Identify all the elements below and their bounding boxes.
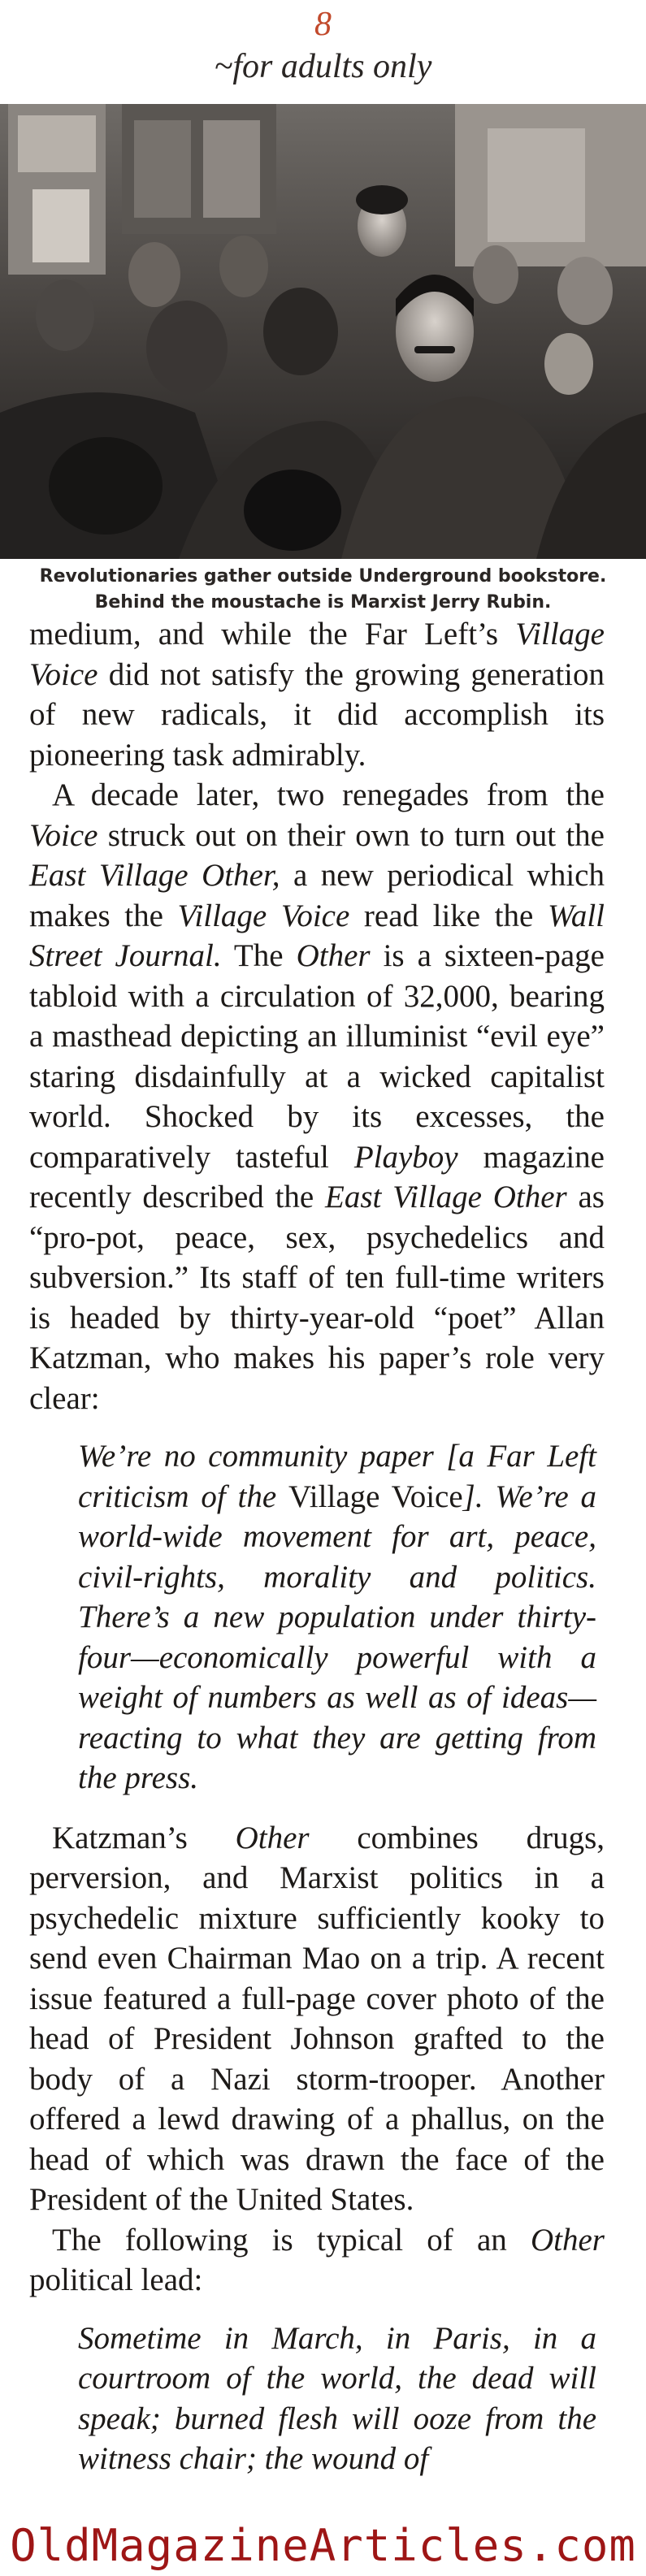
article-body xyxy=(29,614,605,2499)
text-run: medium, and while the Far Left’s xyxy=(29,617,516,652)
text-run: political lead: xyxy=(29,2262,203,2297)
caption-line: Revolutionaries gather outside Underground bookstore. xyxy=(39,566,607,587)
publication-title: Other xyxy=(235,1820,310,1855)
text-run: a new periodical which makes the xyxy=(29,858,605,933)
text-run: A decade later, two renegades from the xyxy=(52,777,605,812)
publication-title: Village Voice xyxy=(29,617,605,692)
block-quote: Sometime in March, in Paris, in a courtroom of the world, the dead will speak; burned flesh will ooze from the witness chair; the wound of xyxy=(78,2320,596,2476)
publication-title: Voice xyxy=(29,817,98,853)
block-quote xyxy=(29,1436,605,1799)
text-run: as “pro-pot, peace, sex, psychedelics and subversion.” Its staff of ten full-time writers is headed by thirty-year-old “poet” Allan Katzman, who makes his paper’s role very clear: xyxy=(29,1180,605,1416)
text-run: is a sixteen-page tabloid with a circulation of 32,000, bearing a masthead depicting an illuminist “evil eye” staring disdainfully at a wicked capitalist world. Shocked by its excesses, the comparatively tasteful xyxy=(29,938,605,1175)
text-run: Katzman’s xyxy=(52,1820,236,1855)
publication-title: East Village Other, xyxy=(29,858,280,893)
photo-caption xyxy=(0,564,646,616)
text-run: ]. We’re a world-wide movement for art, peace, civil-rights, morality and politics. There’s a new population under thirty-four—economically powerful with a weight of numbers as well as of ideas—reacting to what they are getting from the press. xyxy=(78,1478,597,1795)
article-photo xyxy=(0,104,646,559)
text-run: The following is typical of an xyxy=(52,2222,531,2258)
site-watermark: OldMagazineArticles.com xyxy=(0,2515,646,2576)
publication-title: Other xyxy=(296,938,371,973)
text-run: read like the xyxy=(349,898,548,933)
paragraph xyxy=(29,1818,605,2220)
paragraph xyxy=(29,775,605,1418)
publication-title: Playboy xyxy=(353,1139,458,1175)
page-number: 8 xyxy=(314,6,332,43)
publication-title: Other xyxy=(531,2222,605,2258)
text-run: magazine recently described the xyxy=(29,1139,605,1214)
text-run: The xyxy=(221,938,297,973)
text-run: struck out on their own to turn out the xyxy=(98,817,605,853)
caption-line: Behind the moustache is Marxist Jerry Rubin. xyxy=(94,592,552,613)
paragraph xyxy=(29,614,605,775)
text-run: We’re no community paper [a Far Left criticism of the xyxy=(78,1439,596,1514)
section-title: ~for adults only xyxy=(214,48,432,85)
text-run: combines drugs, perversion, and Marxist politics in a psychedelic mixture sufficiently kooky to send even Chairman Mao on a trip. A recent issue featured a full-page cover photo of the head of President Johnson grafted to the body of a Nazi storm-trooper. Another offered a lewd drawing of a phallus, on the head of which was drawn the face of the President of the United States. xyxy=(29,1820,605,2217)
publication-title: Village Voice xyxy=(177,898,350,933)
publication-title: Village Voice xyxy=(288,1478,463,1514)
publication-title: East Village Other xyxy=(325,1180,567,1214)
text-run: did not satisfy the growing generation of new radicals, it did accomplish its pioneering task admirably. xyxy=(29,656,605,773)
crowd-photo-image xyxy=(0,104,646,559)
paragraph xyxy=(29,2220,605,2301)
publication-title: Wall Street Journal. xyxy=(29,898,605,973)
